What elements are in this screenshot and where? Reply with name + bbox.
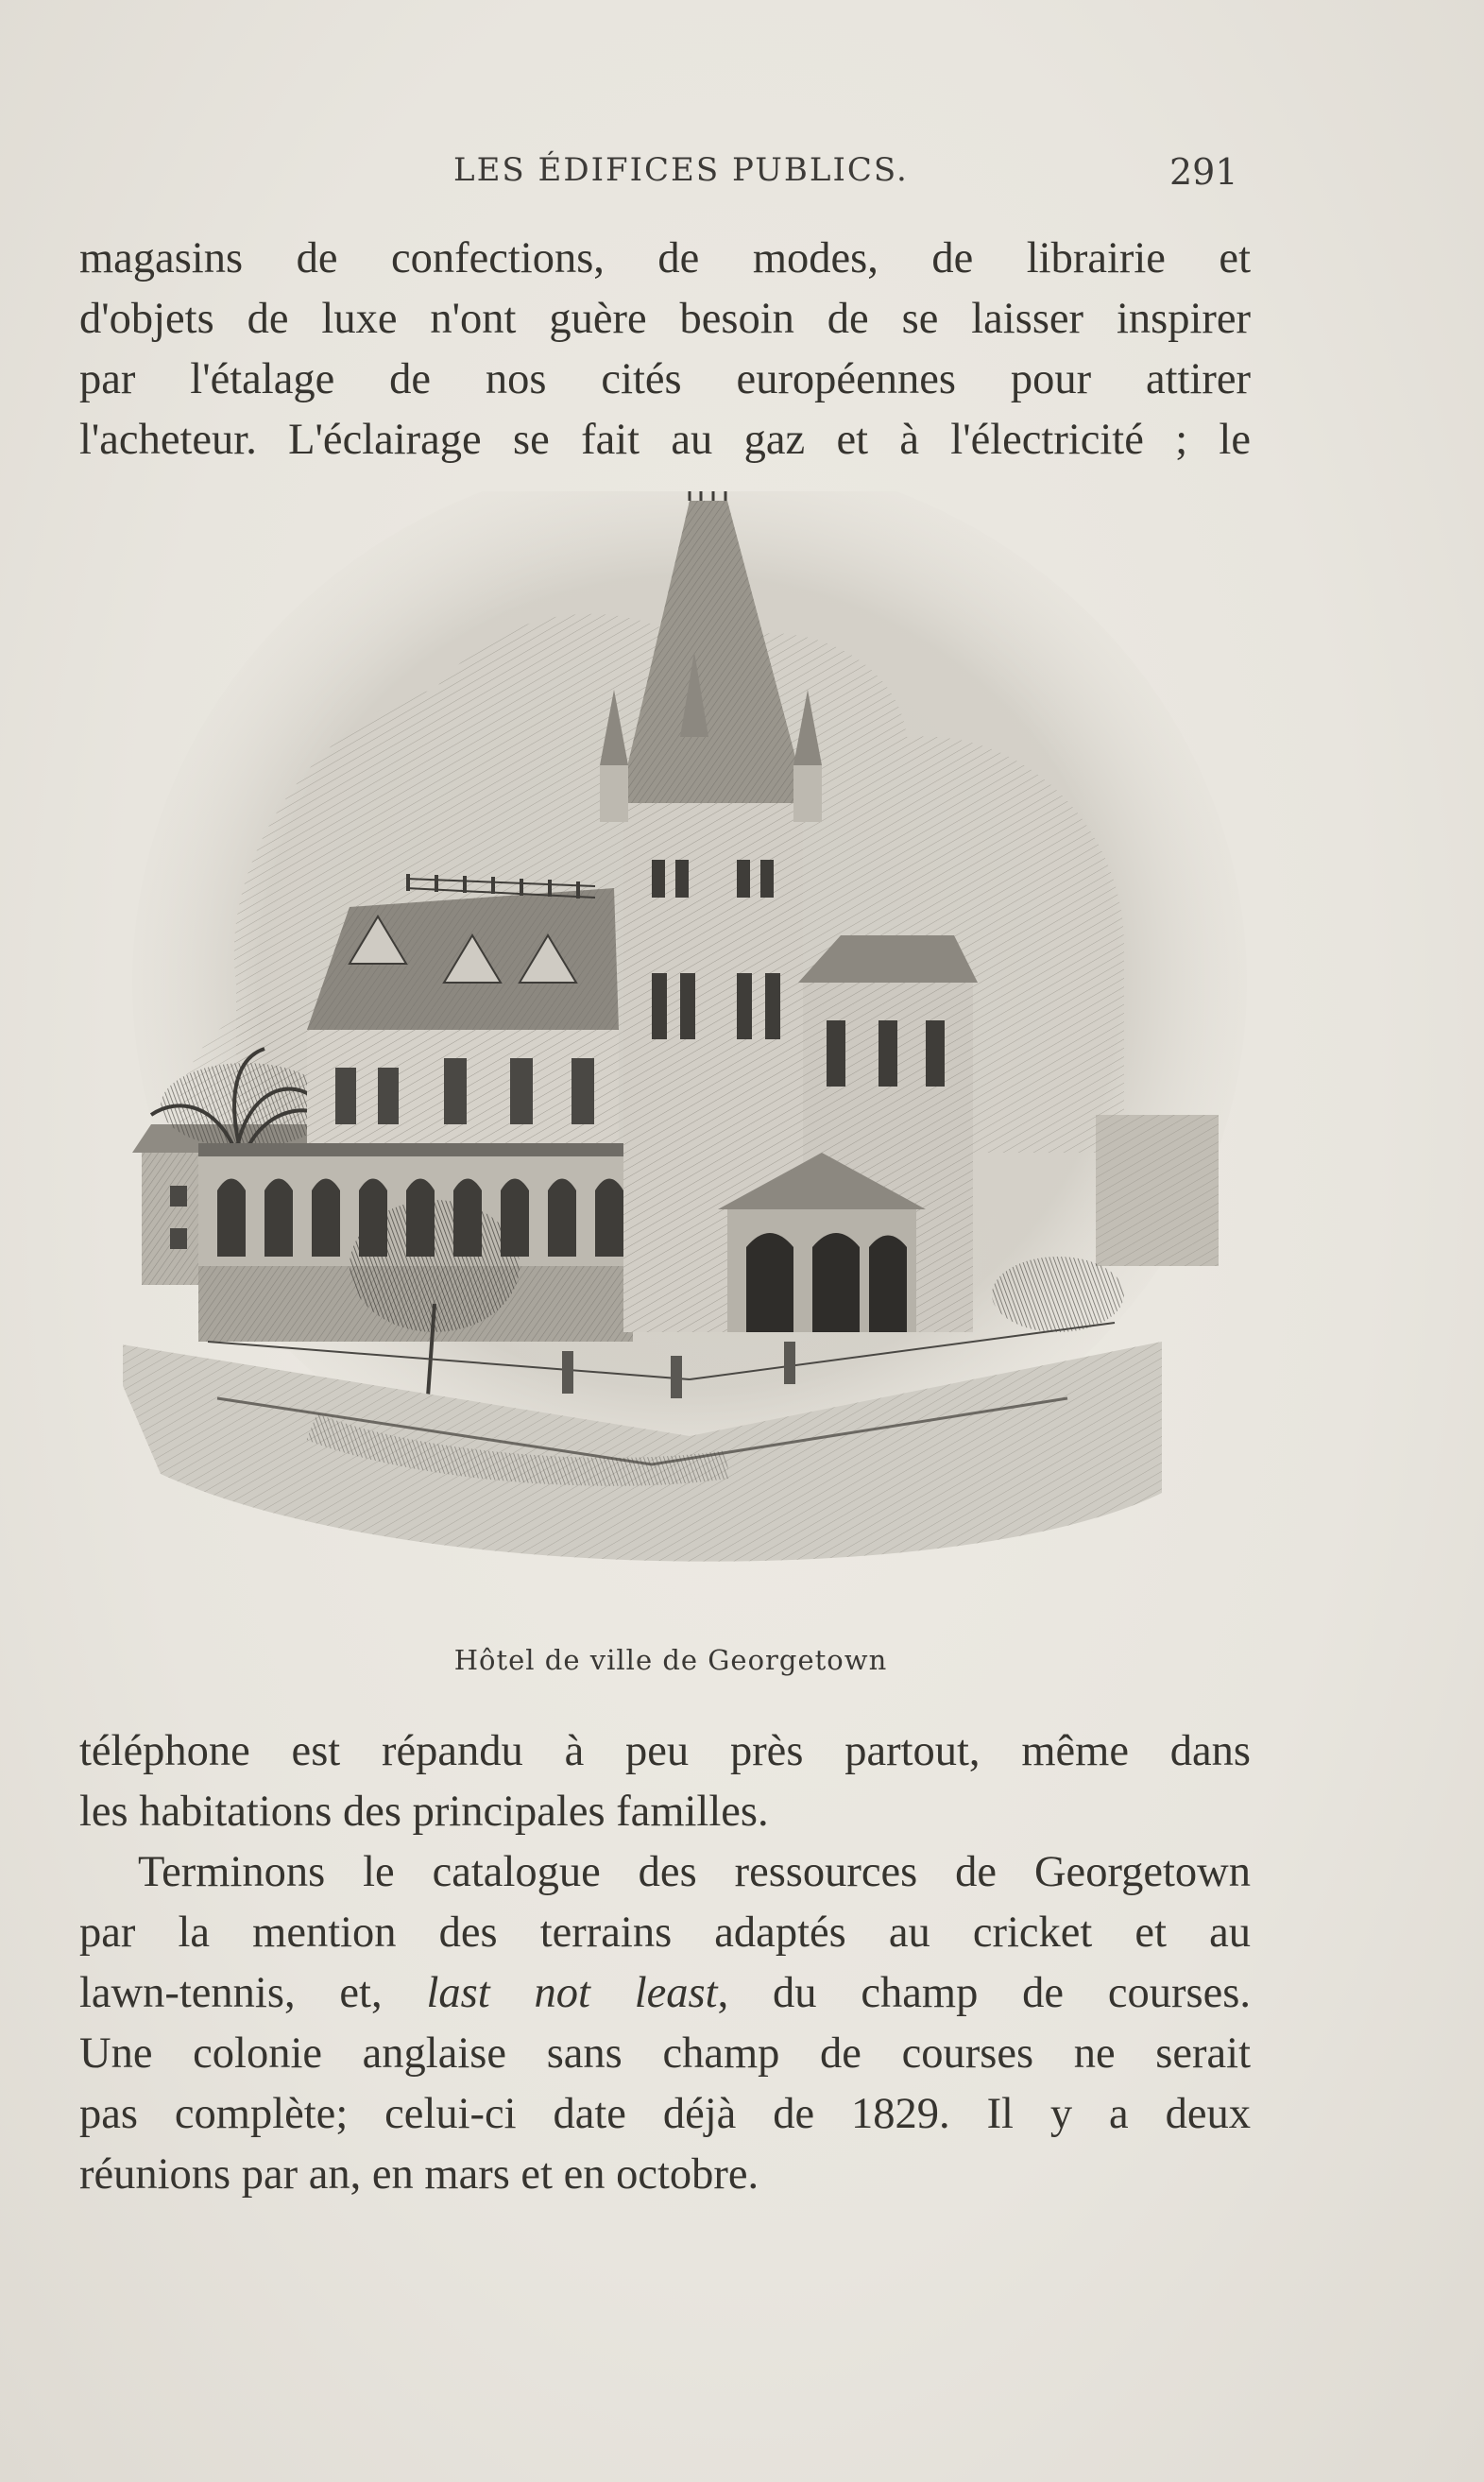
- text-line: Une colonie anglaise sans champ de courses ne serait: [79, 2029, 1251, 2078]
- text-line: d'objets de luxe n'ont guère besoin de se laisser inspirer: [79, 295, 1251, 343]
- text-line: les habitations des principales familles.: [79, 1788, 769, 1836]
- running-head: LES ÉDIFICES PUBLICS.: [453, 151, 909, 189]
- text-line: réunions par an, en mars et en octobre.: [79, 2150, 759, 2199]
- engraving-illustration: [123, 491, 1247, 1625]
- text-line: Terminons le catalogue des ressources de Georgetown: [138, 1848, 1251, 1896]
- text-line: magasins de confections, de modes, de librairie et: [79, 234, 1251, 282]
- figure-caption: Hôtel de ville de Georgetown: [453, 1644, 888, 1676]
- town-hall-engraving: [123, 491, 1247, 1625]
- page-number: 291: [1169, 151, 1238, 193]
- text-line: par la mention des terrains adaptés au cricket et au: [79, 1909, 1251, 1957]
- text-line: l'acheteur. L'éclairage se fait au gaz et à l'électricité ; le: [79, 416, 1251, 464]
- paragraph-bottom: [79, 1842, 1251, 2205]
- text-segment: , du champ de courses.: [717, 1969, 1251, 2017]
- italic-phrase: last not least: [426, 1969, 718, 2017]
- text-line: téléphone est répandu à peu près partout, même dans: [79, 1727, 1251, 1775]
- text-segment: lawn-tennis, et,: [79, 1969, 427, 2017]
- paragraph-top: [79, 229, 1251, 471]
- text-line: [79, 1963, 1251, 2024]
- paragraph-middle: [79, 1721, 1251, 1842]
- text-line: par l'étalage de nos cités européennes pour attirer: [79, 355, 1251, 403]
- text-line: pas complète; celui-ci date déjà de 1829. Il y a deux: [79, 2090, 1251, 2138]
